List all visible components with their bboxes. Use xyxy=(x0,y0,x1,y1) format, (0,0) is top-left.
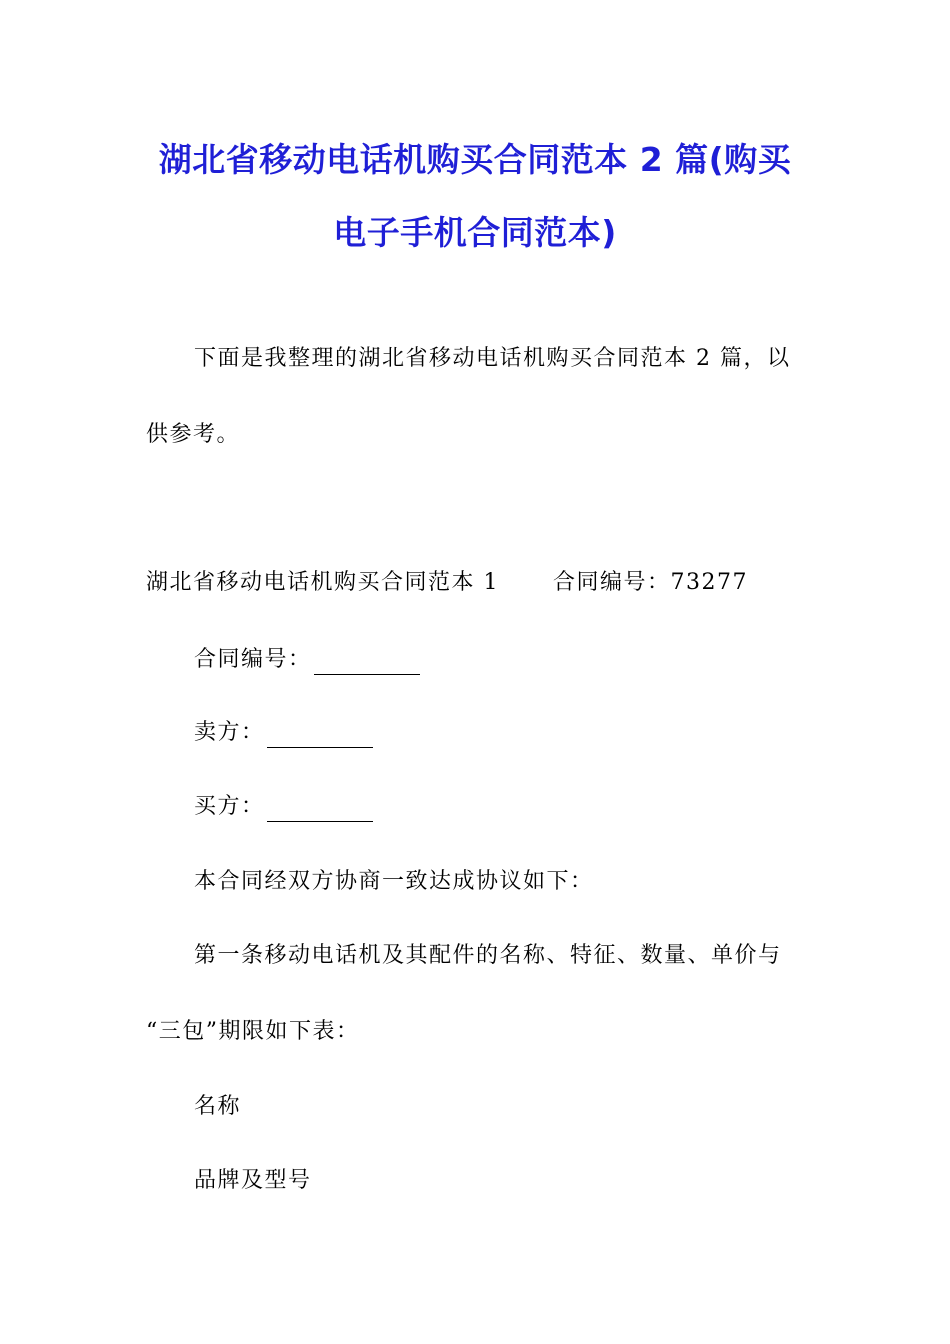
table-column-name: 名称 xyxy=(194,1094,242,1119)
agreement-text: 本合同经双方协商一致达成协议如下： xyxy=(194,869,594,894)
intro-line-2: 供参考。 xyxy=(146,422,241,447)
document-title-line-1: 湖北省移动电话机购买合同范本 2 篇(购买 xyxy=(158,140,792,179)
section-contract-number: 合同编号：73277 xyxy=(553,570,748,595)
seller-label: 卖方： xyxy=(194,720,265,745)
document-title-line-2: 电子手机合同范本) xyxy=(333,213,617,252)
seller-blank xyxy=(267,725,373,748)
buyer-row xyxy=(194,792,373,822)
contract-number-blank xyxy=(314,652,420,675)
section-heading: 湖北省移动电话机购买合同范本 1 xyxy=(146,570,499,595)
section-heading-row xyxy=(146,568,748,598)
intro-line-1: 下面是我整理的湖北省移动电话机购买合同范本 2 篇，以 xyxy=(194,346,791,371)
buyer-label: 买方： xyxy=(194,794,265,819)
seller-row xyxy=(194,718,373,748)
contract-number-row xyxy=(194,645,420,675)
contract-number-label: 合同编号： xyxy=(194,647,312,672)
buyer-blank xyxy=(267,799,373,822)
table-column-brand-model: 品牌及型号 xyxy=(194,1168,312,1193)
article-1-line-2: “三包”期限如下表： xyxy=(146,1019,360,1044)
article-1-line-1: 第一条移动电话机及其配件的名称、特征、数量、单价与 xyxy=(194,943,782,968)
